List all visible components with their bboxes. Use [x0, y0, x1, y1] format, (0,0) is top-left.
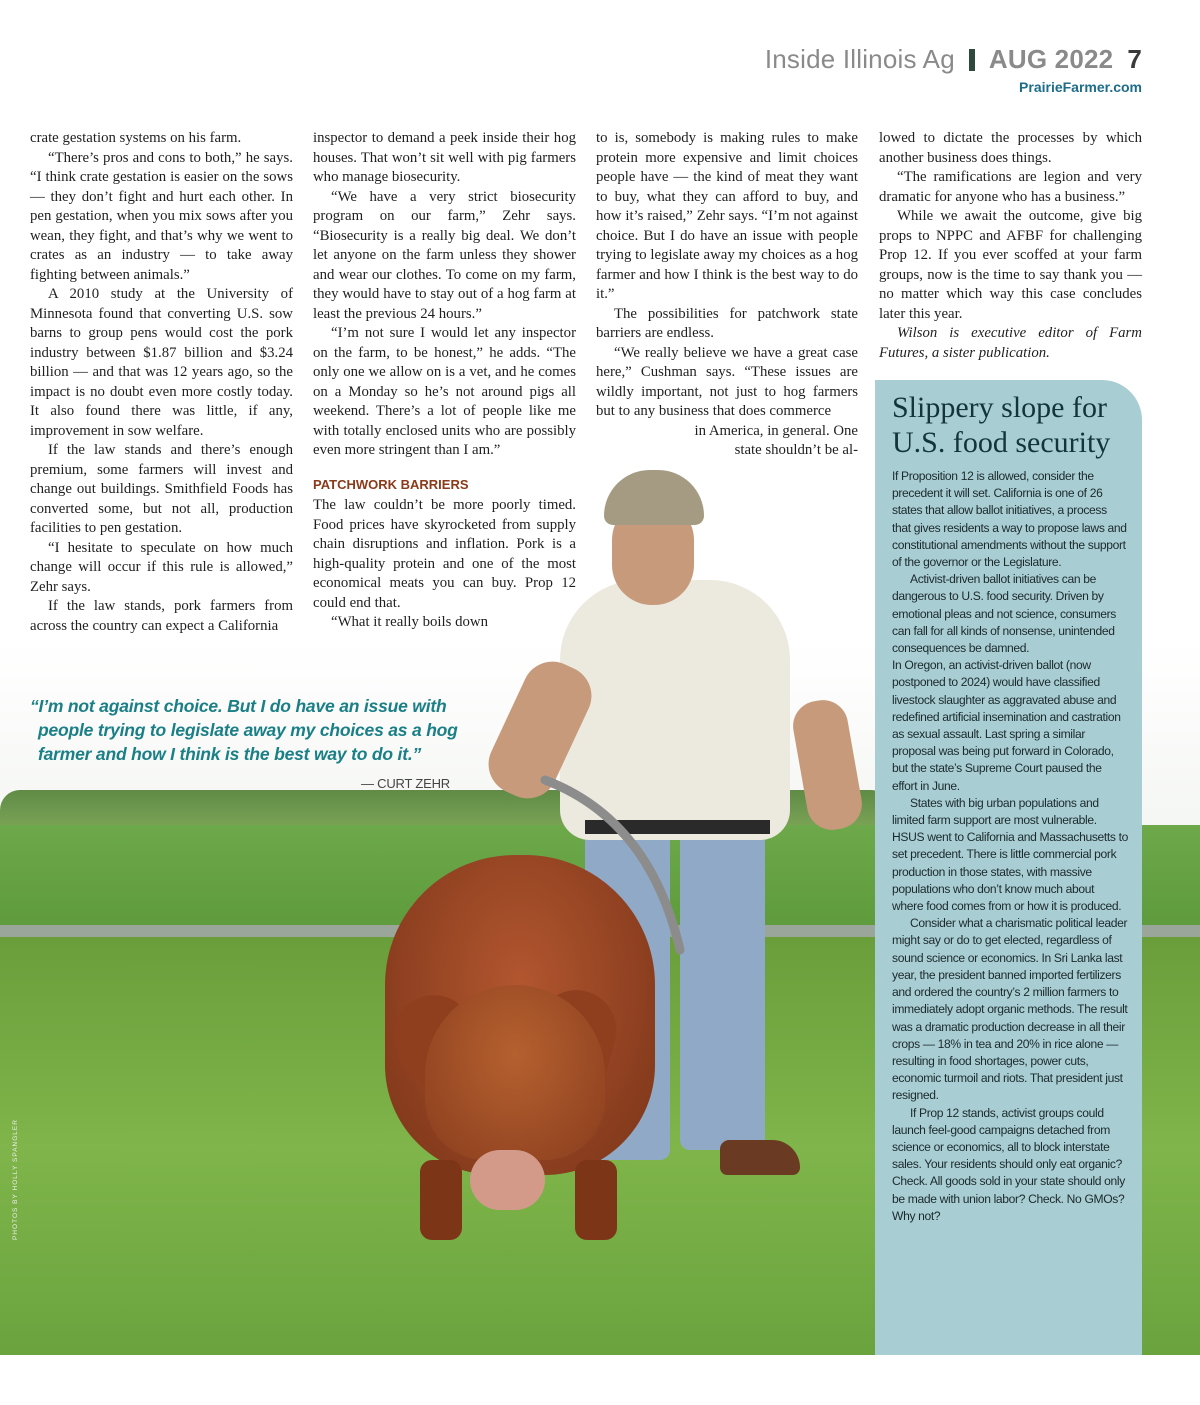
hog-head	[425, 985, 605, 1160]
paragraph: “There’s pros and cons to both,” he says. “I think crate gestation is easier on the sows — they don’t fight and hurt each other. In pen gestation, when you mix sows after you wean, they fight, and that’s why we went to crates as an industry — to take away fighting between animals.”	[30, 149, 293, 283]
pull-quote-text: “I’m not against choice. But I do have an issue with people trying to legislate away my choices as a hog farmer and how I think is the best way to do it.”	[30, 696, 458, 764]
paragraph-continuation: in America, in general. One	[694, 422, 858, 439]
paragraph: “The ramifications are legion and very dramatic for anyone who has a business.”	[879, 169, 1142, 205]
page-number: 7	[1127, 44, 1142, 74]
hog-front-leg-left	[420, 1160, 462, 1240]
paragraph: A 2010 study at the University of Minnesota found that converting U.S. sow barns to group pens would cost the pork industry between $1.87 billion and $3.24 billion — and that was 12 years ago, so the impact is no doubt even more costly today. It also found there was little, if any, improvement in sow welfare.	[30, 286, 293, 439]
section-subhead: PATCHWORK BARRIERS	[313, 476, 469, 492]
pull-quote-attribution: — CURT ZEHR	[360, 776, 450, 791]
paragraph: The possibilities for patchwork state barriers are endless.	[596, 305, 858, 341]
sidebar-paragraph: If Proposition 12 is allowed, consider the precedent it will set. California is one of 26 states that allow ballot initiatives, a process that gives residents a way to propose laws and constitutional amendments without the support of the governor or the Legislature.	[892, 469, 1127, 570]
pull-quote	[30, 694, 470, 796]
sidebar-paragraph: Activist-driven ballot initiatives can be dangerous to U.S. food security. Driven by emotional pleas and not science, consumers can fall for all kinds of nonsense, unintended consequences be damned.	[892, 572, 1116, 656]
sidebar-paragraph: Consider what a charismatic political leader might say or do to get elected, regardless of sound science or economics. In Sri Lanka last year, the president banned imported fertilizers and ordered the country’s 2 million farmers to immediately adopt organic methods. The result was a dramatic production decrease in all their crops — 18% in tea and 20% in rice alone — resulting in food shortages, power cuts, economic turmoil and riots. That president just resigned.	[892, 916, 1128, 1103]
paragraph: “We really believe we have a great case here,” Cushman says. “These issues are wildly important, not just to hog farmers but to any business that does commerce	[596, 344, 858, 419]
sidebar-paragraph: If Prop 12 stands, activist groups could launch feel-good campaigns detached from science or economics, all to block interstate sales. Your residents should only eat organic? Check. All goods sold in your state should only be made with union labor? Check. No GMOs? Why not?	[892, 1105, 1125, 1223]
sidebar-box	[875, 380, 1142, 1355]
sidebar-body	[892, 468, 1128, 1225]
section-name: Inside Illinois Ag	[764, 44, 955, 74]
paragraph: If the law stands, pork farmers from across the country can expect a California	[30, 598, 293, 634]
paragraph: The law couldn’t be more poorly timed. Food prices have skyrocketed from supply chain disruptions and inflation. Pork is a high-quality protein and one of the most economical meats you can buy. Prop 12 could end that.	[313, 497, 576, 611]
paragraph: If the law stands and there’s enough premium, some farmers will invest and change out buildings. Smithfield Foods has converted some, but not all, production facilities to pen gestation.	[30, 442, 293, 536]
paragraph: “I’m not sure I would let any inspector on the farm, to be honest,” he adds. “The only one we allow on is a vet, and he comes on a Monday so he’s not around pigs all weekend. There’s a lot of people like me with totally enclosed units who are possibly even more stringent than I am.”	[313, 325, 576, 458]
paragraph: “We have a very strict biosecurity program on our farm,” Zehr says. “Biosecurity is a really big deal. We don’t let anyone on the farm unless they shower and wear our clothes. To come on my farm, they would have to stay out of a hog farm at least the previous 24 hours.”	[313, 188, 576, 322]
author-byline: Wilson is executive editor of Farm Futures, a sister publication.	[879, 325, 1142, 361]
hog-snout	[470, 1150, 545, 1210]
paragraph: lowed to dictate the processes by which another business does things.	[879, 130, 1142, 166]
paragraph: While we await the outcome, give big props to NPPC and AFBF for challenging Prop 12. If you ever scoffed at your farm groups, now is the time to say thank you — no matter which way this case concludes later this year.	[879, 208, 1142, 322]
paragraph: inspector to demand a peek inside their hog houses. That won’t sit well with pig farmers who manage biosecurity.	[313, 130, 576, 185]
paragraph-continuation: state shouldn’t be al-	[734, 442, 858, 458]
hog-front-leg-right	[575, 1160, 617, 1240]
sidebar-paragraph: States with big urban populations and limited farm support are most vulnerable. HSUS went to California and Massachusetts to set precedent. There is little commercial pork production in those states, with massive populations who don’t know much about where food comes from or how it is produced.	[892, 795, 1129, 914]
sidebar-paragraph: In Oregon, an activist-driven ballot (now postponed to 2024) would have classified livestock slaughter as aggravated abuse and redefined artificial insemination and castration as sexual assault. Last spring a similar proposal was being put forward in Colorado, but the state’s Supreme Court paused the effort in June.	[892, 658, 1121, 793]
issue-date: AUG 2022	[988, 44, 1114, 74]
paragraph: “What it really boils down	[331, 614, 488, 630]
paragraph: “I hesitate to speculate on how much change will occur if this rule is allowed,” Zehr says.	[30, 539, 293, 595]
paragraph: to is, somebody is making rules to make protein more expensive and limit choices people have — the kind of meat they want to buy, what they can afford to buy, and how it’s raised,” Zehr says. “I’m not against choice. But I do have an issue with people trying to legislate away my choices as a hog farmer and how I think is the best way to do it.”	[596, 130, 858, 302]
sidebar-title: Slippery slope for U.S. food security	[892, 391, 1111, 459]
photo-credit: PHOTOS BY HOLLY SPANGLER	[12, 1119, 19, 1240]
site-url[interactable]: PrairieFarmer.com	[1019, 79, 1142, 95]
paragraph: crate gestation systems on his farm.	[30, 130, 242, 146]
